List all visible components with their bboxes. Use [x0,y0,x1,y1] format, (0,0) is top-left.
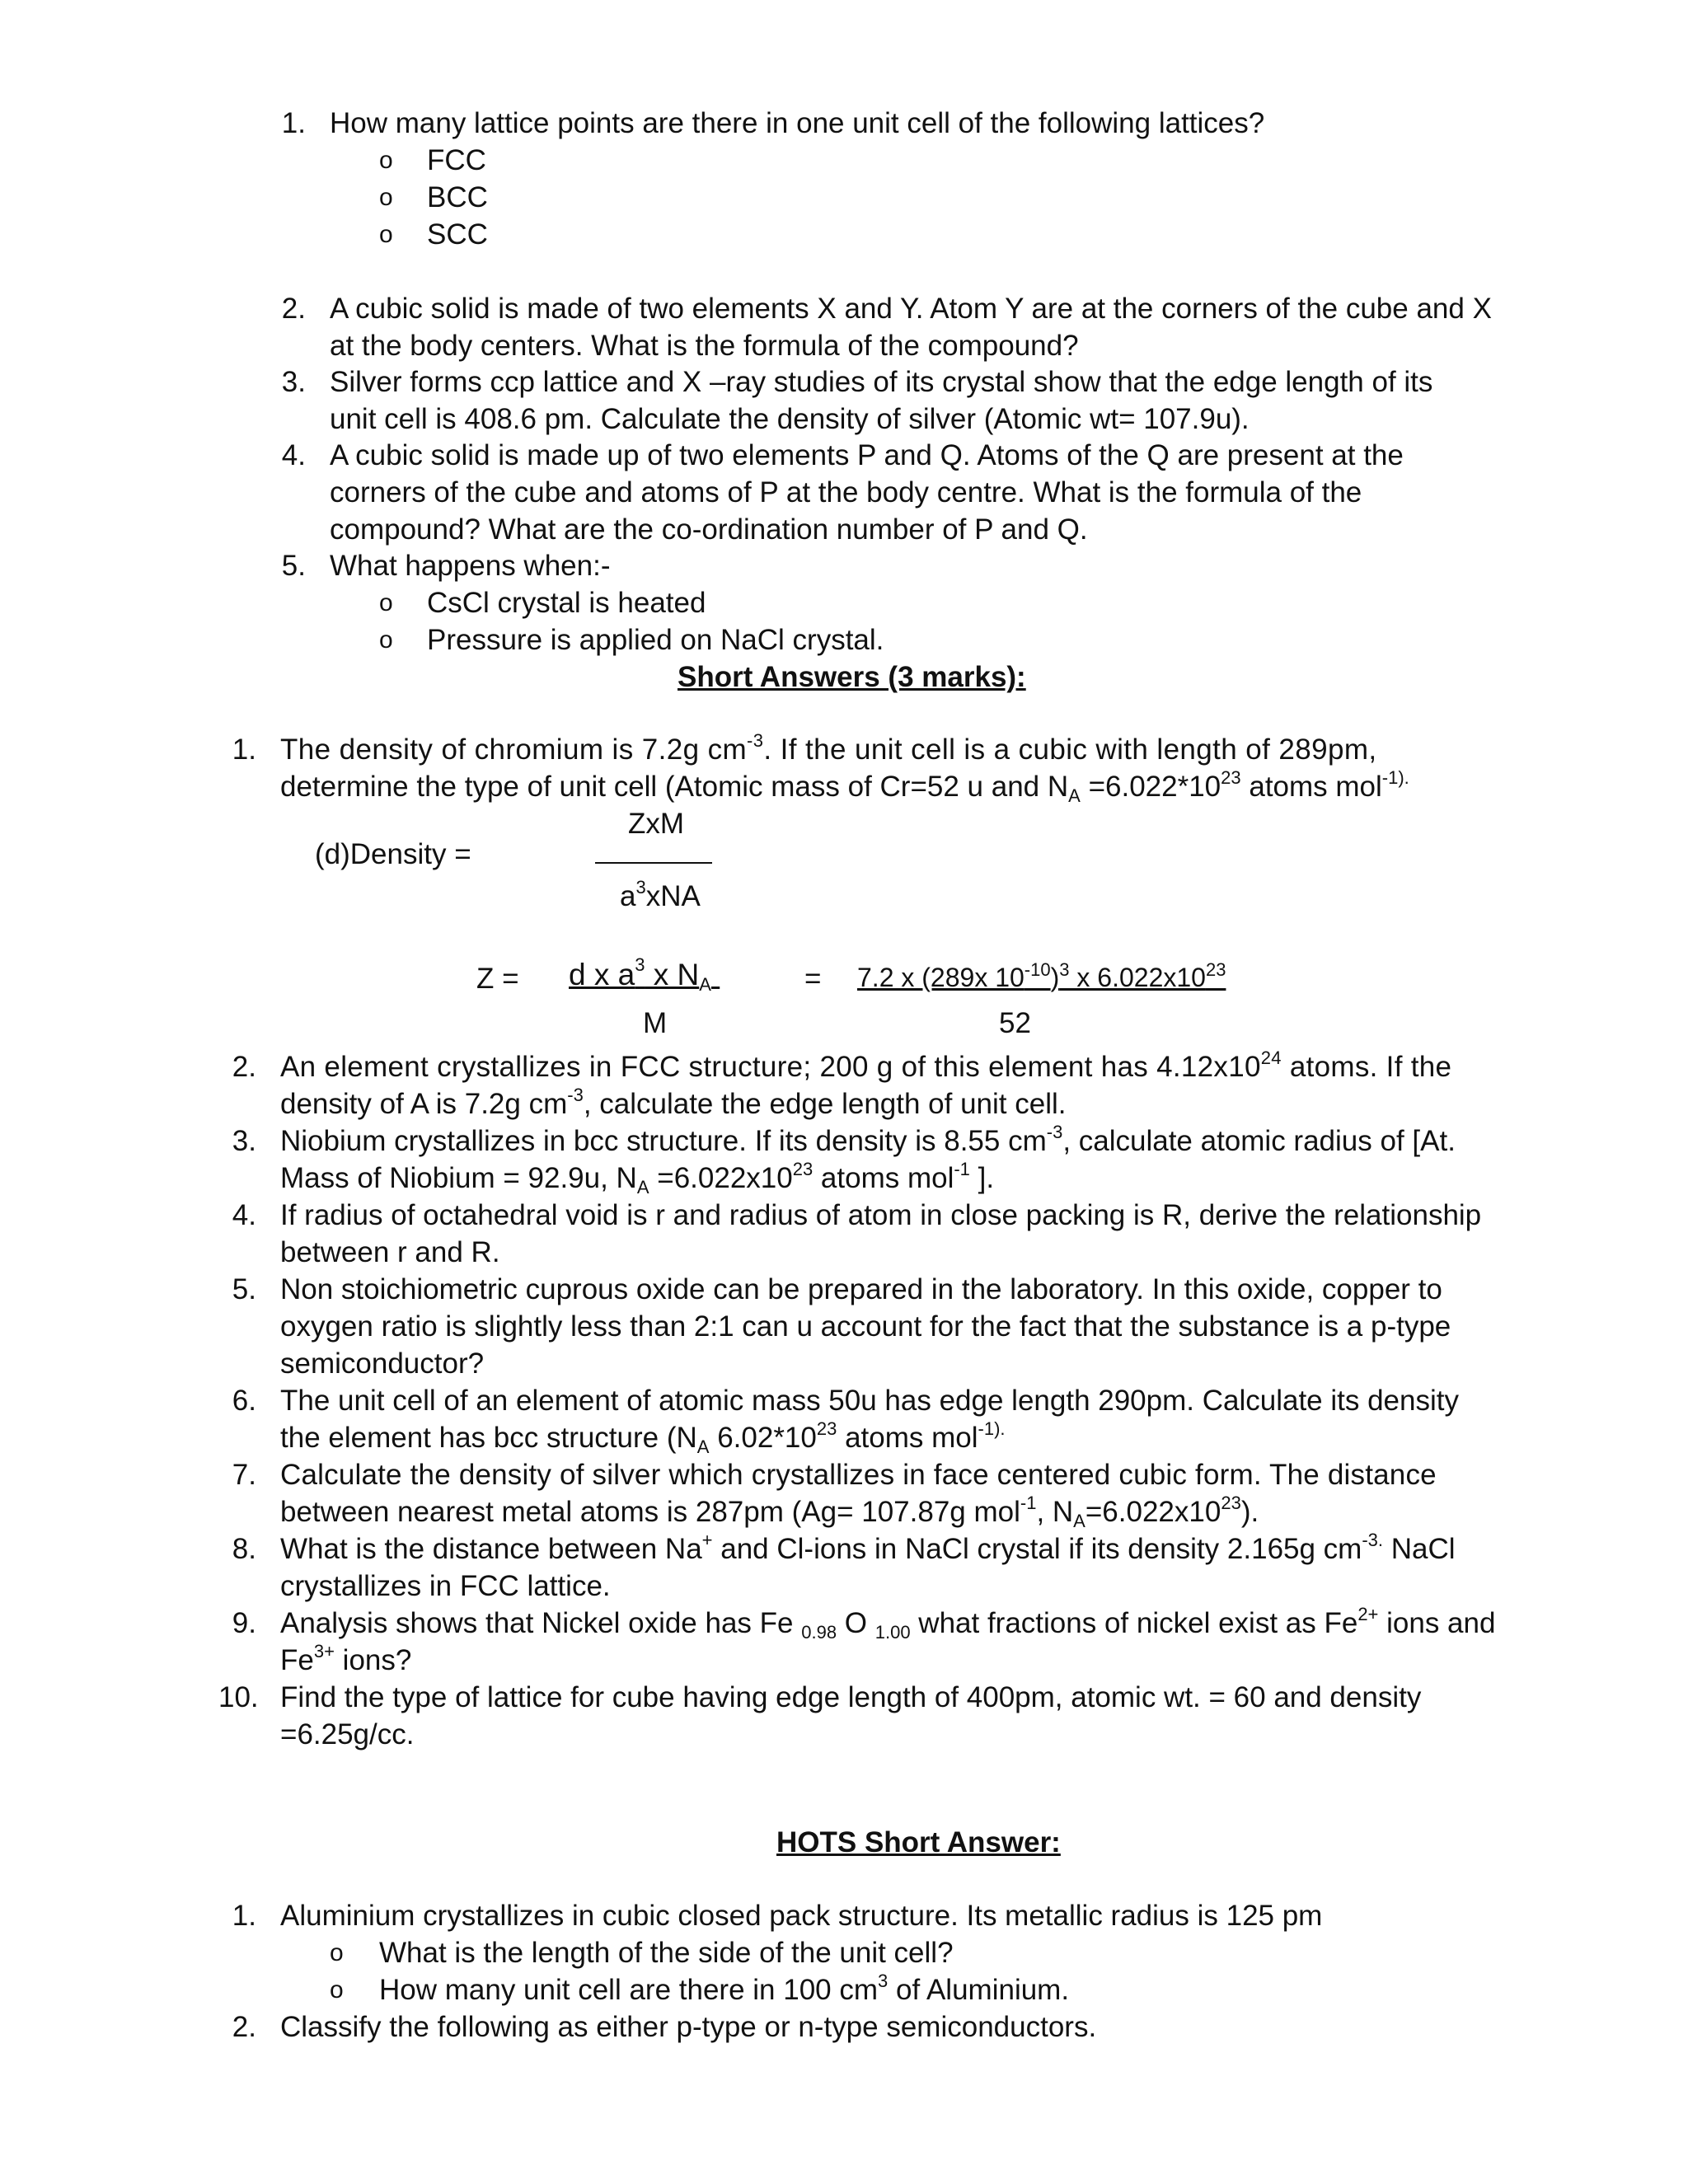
question-number: 7. [232,1459,256,1491]
question-text-line: What is the distance between Na+ and Cl-ions in NaCl crystal if its density 2.165g $cm^{-3.}$ NaCl [280,1530,1456,1565]
question-text-line: semiconductor? [280,1347,485,1380]
question-text-line: A cubic solid is made up of two elements P and Q. Atoms of the Q are present at the [330,439,1404,471]
question-text-line: =6.25g/cc. [280,1718,415,1750]
question-text-line: Analysis shows that Nickel oxide has Fe $_{0.98}$ O $_{1.00}$ what fractions of nickel exist as $Fe^{2+}$ ions and [280,1604,1496,1643]
question-text-line: A cubic solid is made of two elements X and Y. Atom Y are at the corners of the cube and X [330,293,1492,325]
bullet-icon: o [379,589,393,616]
question-text-line: Silver forms ccp lattice and X –ray studies of its crystal show that the edge length of its [330,366,1433,398]
option-item: CsCl crystal is heated [427,587,706,619]
question-text-line: corners of the cube and atoms of P at the body centre. What is the formula of the [330,476,1362,509]
question-number: 5. [232,1273,256,1305]
question-text-line: between nearest metal atoms is 287pm (Ag= 107.87g mol$^{-1}$, $N_A=6.022x10^{23}$). [280,1493,1259,1531]
question-text-line: compound? What are the co-ordination number of P and Q. [330,513,1088,546]
question-text-line: the element has bcc structure ($N_A$ $6.02*10^{23}$ atoms mol$^{-1).}$ [280,1418,1006,1457]
z-denominator: M [643,1007,668,1039]
question-text-line: Niobium crystallizes in bcc structure. If its density is 8.55 $cm^{-3}$, calculate atomic radius of [At. [280,1122,1456,1157]
option-item: Pressure is applied on NaCl crystal. [427,624,884,656]
bullet-icon: o [379,626,393,654]
z-numerator: d x $a^3$ x $N_A$ [569,954,711,995]
question-text-line: Non stoichiometric cuprous oxide can be prepared in the laboratory. In this oxide, copper to [280,1273,1442,1305]
question-number: 1. [232,1900,256,1932]
formula-numerator: ZxM [628,808,685,840]
question-text-line: Mass of Niobium = 92.9u, $N_A =6.022x10^{23}$ atoms mol$^{-1}$ ]. [280,1159,995,1197]
question-number: 3. [281,366,306,398]
fraction-bar [595,862,712,864]
option-bcc: BCC [427,181,488,213]
formula-denominator: $a^3xNA$ [620,877,701,912]
bullet-icon: o [379,147,393,174]
question-number: 1. [232,733,256,766]
hots-heading: HOTS Short Answer: [776,1826,1061,1858]
question-number: 5. [281,550,306,582]
bullet-icon: o [379,221,393,248]
question-text-line: The unit cell of an element of atomic mass 50u has edge length 290pm. Calculate its density [280,1385,1459,1417]
question-number: 8. [232,1533,256,1565]
z-rhs-denominator: 52 [999,1007,1031,1039]
z-rhs-numerator: 7.2 x (289x $10^{-10})^3$ x $6.022x10^{23}$ [857,959,1226,992]
question-text-line: between r and R. [280,1236,500,1268]
equals-sign: = [804,963,822,995]
question-number: 2. [232,2011,256,2043]
question-text-line: density of A is 7.2g $cm^{-3}$, calculate the edge length of unit cell. [280,1085,1067,1120]
option-item: What is the length of the side of the unit cell? [379,1937,954,1969]
question-number: 2. [232,1051,256,1083]
question-number: 1. [281,107,306,139]
question-text-line: If radius of octahedral void is r and radius of atom in close packing is R, derive the relationship [280,1199,1482,1231]
question-text: How many lattice points are there in one unit cell of the following lattices? [330,107,1265,139]
question-text-line: determine the type of unit cell (Atomic mass of Cr=52 u and $N_A =6.022*10^{23}$ atoms mol$^{-1).}$ [280,767,1409,806]
question-text-line: oxygen ratio is slightly less than 2:1 can u account for the fact that the substance is a p-type [280,1310,1451,1343]
formula-label: (d)Density = [315,838,471,870]
bullet-icon: o [330,1976,344,2004]
question-text: Aluminium crystallizes in cubic closed pack structure. Its metallic radius is 125 pm [280,1900,1323,1932]
option-scc: SCC [427,218,488,251]
question-number: 6. [232,1385,256,1417]
question-number: 10. [218,1681,259,1713]
z-label: Z = [476,963,519,995]
question-text-line: unit cell is 408.6 pm. Calculate the density of silver (Atomic wt= 107.9u). [330,403,1250,435]
short-answers-heading: Short Answers (3 marks): [678,661,1026,693]
question-text-line: at the body centers. What is the formula of the compound? [330,330,1079,362]
question-number: 3. [232,1125,256,1157]
option-item: How many unit cell are there in 100 $cm^3$ of Aluminium. [379,1971,1070,2006]
question-number: 2. [281,293,306,325]
bullet-icon: o [379,184,393,211]
question-text-line: crystallizes in FCC lattice. [280,1570,611,1602]
question-text: Classify the following as either p-type or n-type semiconductors. [280,2011,1097,2043]
option-fcc: FCC [427,144,486,176]
question-text-line: An element crystallizes in FCC structure; 200 g of this element has $4.12x10^{24}$ atoms. If the [280,1047,1452,1083]
question-number: 4. [281,439,306,471]
question-text-line: Find the type of lattice for cube having edge length of 400pm, atomic wt. = 60 and density [280,1681,1422,1713]
question-text: What happens when:- [330,550,611,582]
bullet-icon: o [330,1939,344,1966]
question-text-line: $Fe^{3+}$ ions? [280,1641,412,1676]
question-text-line: The density of chromium is 7.2g $cm^{-3}$. If the unit cell is a cubic with length of 289pm, [280,730,1377,766]
question-number: 4. [232,1199,256,1231]
question-text-line: Calculate the density of silver which crystallizes in face centered cubic form. The distance [280,1459,1437,1491]
question-number: 9. [232,1607,256,1639]
